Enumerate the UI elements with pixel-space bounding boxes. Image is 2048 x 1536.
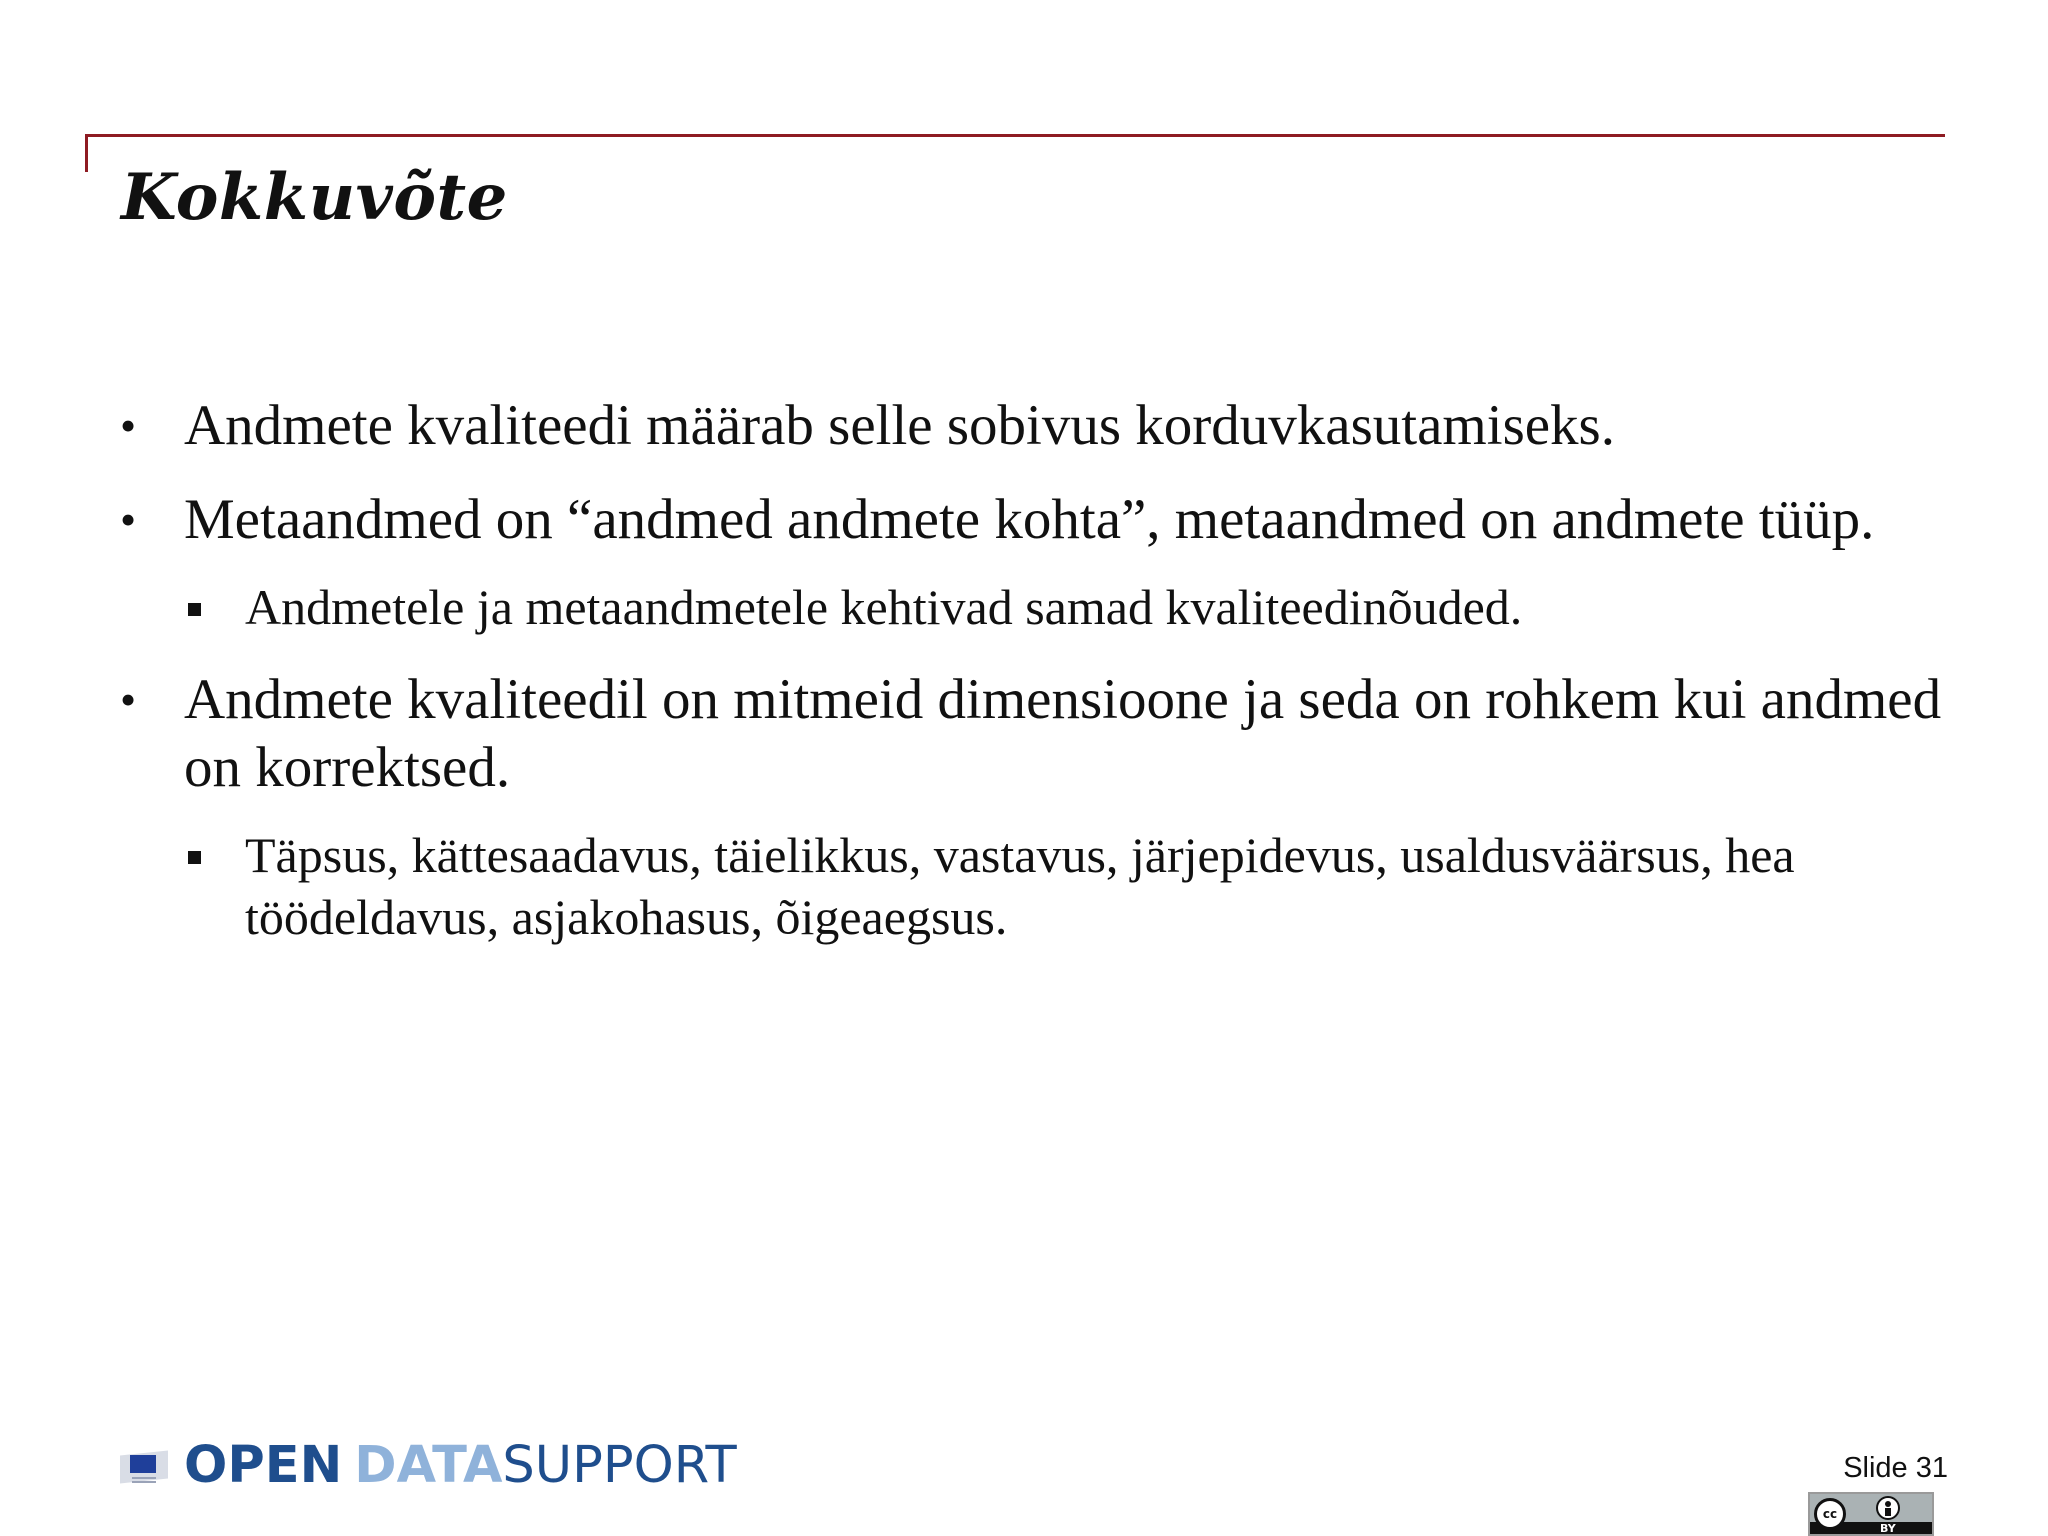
- open-data-support-logo: [120, 1436, 737, 1496]
- logo-text-data: DATA: [354, 1436, 503, 1495]
- eu-flag-icon: [120, 1447, 168, 1485]
- bullet-dot-icon: •: [120, 674, 137, 725]
- sub-bullet-item: [118, 576, 1958, 638]
- bullet-item: [118, 486, 1958, 554]
- bullet-text: Andmete kvaliteedil on mitmeid dimensioone ja seda on rohkem kui andmed on korrektsed.: [184, 668, 1942, 799]
- sub-bullet-text: Andmetele ja metaandmetele kehtivad samad kvaliteedinõuded.: [245, 579, 1523, 635]
- cc-label: cc: [1814, 1498, 1846, 1530]
- bullet-text: Metaandmed on “andmed andmete kohta”, metaandmed on andmete tüüp.: [184, 488, 1875, 551]
- bullet-text: Andmete kvaliteedi määrab selle sobivus korduvkasutamiseks.: [184, 394, 1615, 457]
- bullet-dot-icon: •: [120, 494, 137, 545]
- by-label: BY: [1880, 1522, 1896, 1535]
- creative-commons-by-icon: [1808, 1492, 1934, 1536]
- square-bullet-icon: [188, 851, 201, 864]
- slide-number: Slide 31: [1843, 1452, 1948, 1484]
- logo-text-support: SUPPORT: [502, 1436, 737, 1495]
- bullet-dot-icon: •: [120, 400, 137, 451]
- square-bullet-icon: [188, 603, 201, 616]
- bullet-item: [118, 392, 1958, 460]
- bullet-list: [118, 392, 1958, 976]
- slide-title: Kokkuvõte: [121, 160, 508, 235]
- sub-bullet-text: Täpsus, kättesaadavus, täielikkus, vastavus, järjepidevus, usaldusväärsus, hea töödeldavus, asjakohasus, õigeaegsus.: [245, 827, 1795, 945]
- logo-text-open: OPEN: [184, 1436, 343, 1495]
- bullet-item: [118, 666, 1958, 802]
- sub-bullet-item: [118, 824, 1958, 948]
- header-rule: [85, 134, 1945, 137]
- attribution-person-icon: [1876, 1496, 1900, 1520]
- header-rule-tick: [85, 134, 88, 172]
